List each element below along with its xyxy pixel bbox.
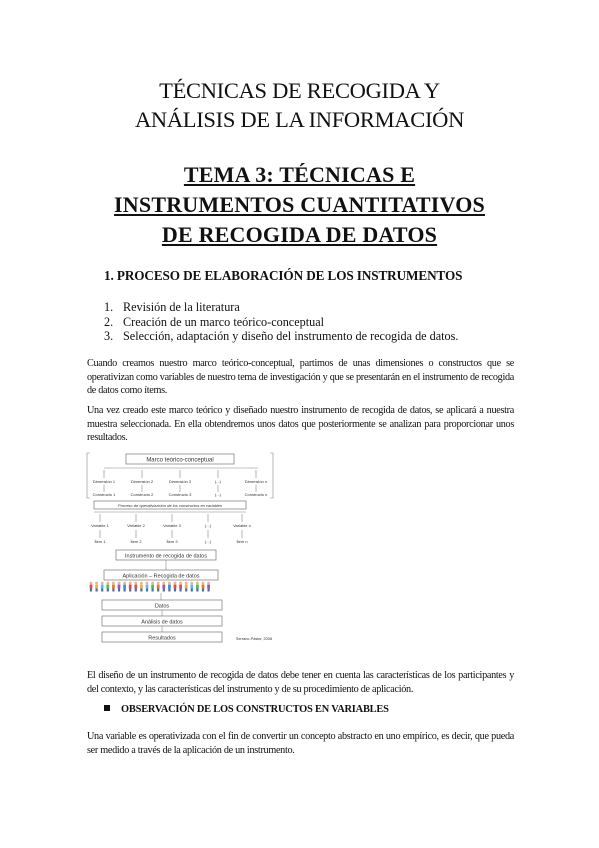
list-text: Selección, adaptación y diseño del instrumento de recogida de datos. [123,329,459,343]
list-item [104,300,458,315]
list-number: 1. [104,300,114,314]
title-line-1: TÉCNICAS DE RECOGIDA Y [159,78,440,103]
person-icon [202,582,205,592]
item-3: Ítem 3 [166,539,178,544]
list-text: Revisión de la literatura [123,300,240,314]
dimension-1: Dimensión 1 [92,479,116,484]
tema-line-1: TEMA 3: TÉCNICAS E [183,162,416,187]
list-item [104,315,458,330]
tema-line-2: INSTRUMENTOS CUANTITATIVOS [114,192,485,217]
aplicacion-label: Aplicación – Recogida de datos [122,573,200,580]
construct-2: Constructo 2 [130,492,154,497]
person-icon [118,582,121,592]
source-citation: Serrano-Pastor, 2008 [235,637,272,641]
resultados-label: Resultados [148,635,176,642]
dimension-3: Dimensión 3 [168,479,192,484]
constructs-row [93,492,268,497]
person-icon [112,582,115,592]
bracket-left [87,453,90,498]
dimensions-row [93,479,267,484]
dimension-etc: (...) [215,479,221,484]
person-icon [134,582,137,592]
person-icon [196,582,199,592]
person-icon [140,582,143,592]
list-number: 2. [104,314,114,329]
tema-line-3: DE RECOGIDA DE DATOS [161,222,438,247]
steps-list [104,300,458,344]
variable-2: Variable 2 [127,523,145,528]
bullet-heading-text: OBSERVACIÓN DE LOS CONSTRUCTOS EN VARIABLES [121,704,389,715]
paragraph-1: Cuando creamos nuestro marco teórico-conceptual, partimos de unas dimensiones o constructos que se operativizan como variables de nuestro tema de investigación y que se presentarán en el instrumento de recogida de datos como ítems. [87,358,514,396]
construct-n: Constructo n [244,492,268,497]
item-2: Ítem 2 [130,539,142,544]
bullet-heading [104,704,389,715]
dimension-n: Dimensión n [244,479,268,484]
person-icon [146,582,149,592]
person-icon [129,582,132,592]
list-text: Creación de un marco teórico-conceptual [123,314,324,329]
dimension-2: Dimensión 2 [130,479,154,484]
person-icon [185,582,188,592]
paragraph-3: El diseño de un instrumento de recogida de datos debe tener en cuenta las características de los participantes y del contexto, y las características del instrumento y de su procedimiento de aplicación. [87,670,514,695]
marco-label: Marco teórico-conceptual [146,457,214,464]
construct-3: Constructo 3 [168,492,192,497]
datos-label: Datos [154,603,170,610]
process-diagram [86,450,274,650]
person-icon [207,582,210,592]
person-icon [162,582,165,592]
item-etc: (...) [205,539,211,544]
person-icon [151,582,154,592]
document-title [0,76,599,134]
person-icon [168,582,171,592]
item-1: Ítem 1 [94,539,106,544]
tema-heading [0,160,599,250]
item-n: Ítem n [236,539,248,544]
list-item [104,329,458,344]
analisis-label: Análisis de datos [141,619,183,626]
section-heading: 1. PROCESO DE ELABORACIÓN DE LOS INSTRUMENTOS [104,268,463,283]
paragraph-2: Una vez creado este marco teórico y diseñado nuestro instrumento de recogida de datos, se aplicará a nuestra muestra seleccionada. En ella obtendremos unos datos que posteriormente se analizan para proporcionar unos resultados. [87,405,514,443]
construct-etc: (...) [215,492,221,497]
person-icon [174,582,177,592]
bullet-square-icon [104,705,110,711]
variable-etc: (...) [205,523,211,528]
construct-1: Constructo 1 [92,492,116,497]
instrumento-label: Instrumento de recogida de datos [125,553,207,560]
items-row [94,539,247,544]
title-line-2: ANÁLISIS DE LA INFORMACIÓN [134,107,465,132]
variables-row [91,523,251,528]
person-icon [179,582,182,592]
bracket-right [270,453,273,498]
list-number: 3. [104,329,114,343]
person-icon [90,582,93,592]
paragraph-4: Una variable es operativizada con el fin de convertir un concepto abstracto en uno empírico, es decir, que pueda ser medido a través de la aplicación de un instrumento. [87,731,514,756]
person-icon [106,582,109,592]
person-icon [190,582,193,592]
proceso-label: Proceso de operativización de los constructos en variables [117,503,223,508]
person-icon [95,582,98,592]
person-icon [157,582,160,592]
person-icon [101,582,104,592]
person-icon [123,582,126,592]
variable-1: Variable 1 [91,523,109,528]
participants-row [90,582,210,592]
variable-3: Variable 3 [163,523,181,528]
variable-n: Variable n [233,523,251,528]
